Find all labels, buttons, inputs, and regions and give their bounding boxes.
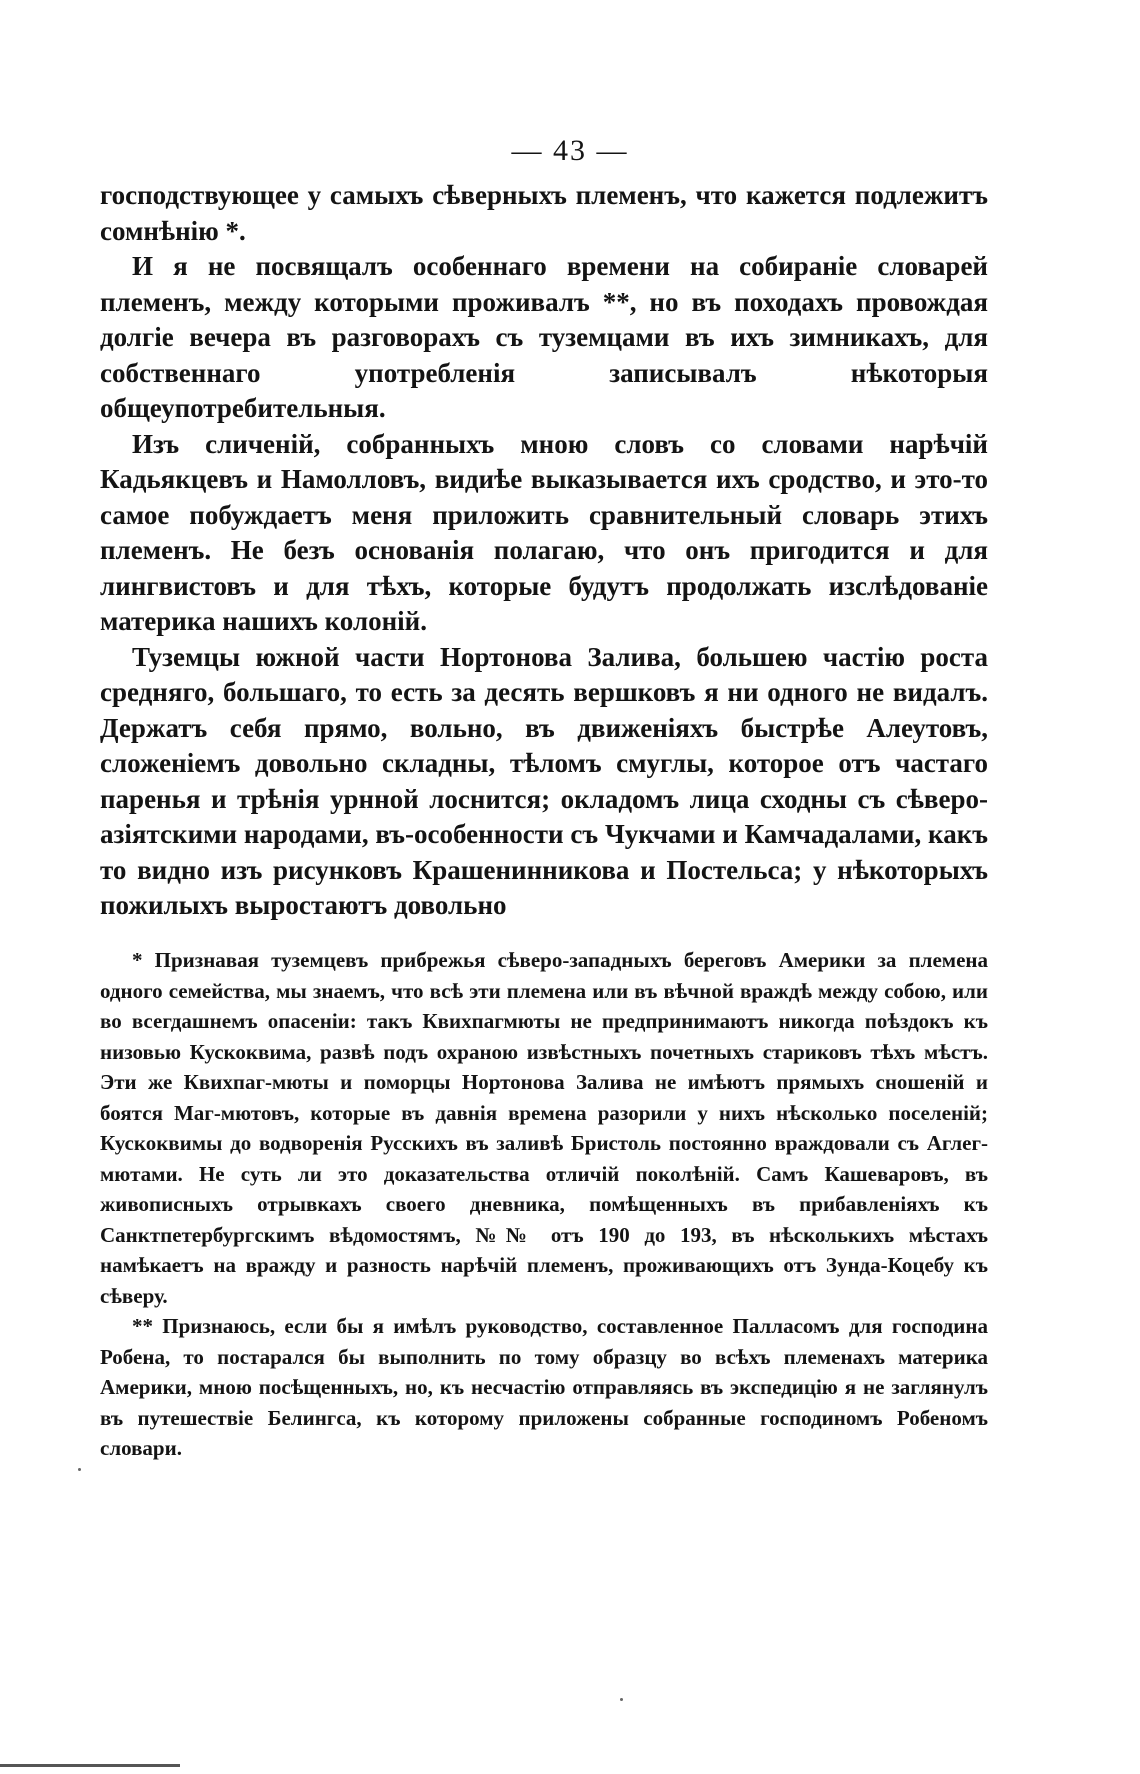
- print-speck: [620, 1698, 623, 1701]
- footnote: * Признавая туземцевъ прибрежья сѣверо-западныхъ береговъ Америки за племена одного семейства, мы знаемъ, что всѣ эти племена или въ вѣчной враждѣ между собою, или во всегдашнемъ опасеніи: такъ Квихпагмюты не предпринимаютъ никогда поѣздокъ къ низовью Кускоквима, развѣ подъ охраною извѣстныхъ почетныхъ стариковъ тѣхъ мѣстъ. Эти же Квихпаг-мюты и поморцы Нортонова Залива не имѣютъ прямыхъ сношеній и боятся Маг-мютовъ, которые въ давнія времена разорили у нихъ нѣсколько поселеній; Кускоквимы до водворенія Русскихъ въ заливѣ Бристоль постоянно враждовали съ Аглег-мютами. Не суть ли это доказательства отличій поколѣній. Самъ Кашеваровъ, въ живописныхъ отрывкахъ своего дневника, помѣщенныхъ въ прибавленіяхъ къ Санктпетербургскимъ вѣдомостямъ, №№ отъ 190 до 193, въ нѣсколькихъ мѣстахъ намѣкаетъ на вражду и разность нарѣчій племенъ, проживающихъ отъ Зунда-Коцебу къ сѣверу.: [100, 948, 988, 1308]
- main-paragraph: Изъ сличеній, собранныхъ мною словъ со словами нарѣчій Кадьякцевъ и Намолловъ, видиѣе выказывается ихъ сродство, и это-то самое побуждаетъ меня приложить сравнительный словарь этихъ племенъ. Не безъ основанія полагаю, что онъ пригодится и для лингвистовъ и для тѣхъ, которые будутъ продолжать изслѣдованіе материка нашихъ колоній.: [100, 428, 988, 636]
- page-number: — 43 —: [511, 134, 629, 167]
- main-text: [100, 178, 988, 924]
- main-paragraph: И я не посвящалъ особеннаго времени на собираніе словарей племенъ, между которыми проживалъ **, но въ походахъ провождая долгіе вечера въ разговорахъ съ туземцами въ ихъ зимникахъ, для собственнаго употребленія записывалъ нѣкоторыя общеупотребительныя.: [100, 251, 988, 423]
- scan-edge-mark: [0, 1764, 180, 1767]
- main-paragraph: господствующее у самыхъ сѣверныхъ племенъ, что кажется подлежитъ сомнѣнію *.: [100, 180, 988, 246]
- footnote: ** Признаюсь, если бы я имѣлъ руководство, составленное Палласомъ для господина Робена, то постарался бы выполнить по тому образцу во всѣхъ племенахъ материка Америки, мною посѣщенныхъ, но, къ несчастію отправляясь въ экспедицію я не заглянулъ въ путешествіе Белингса, къ которому приложены собранные господиномъ Робеномъ словари.: [100, 1314, 988, 1460]
- footnotes: [100, 945, 988, 1464]
- print-speck: [78, 1468, 81, 1471]
- main-paragraph: Туземцы южной части Нортонова Залива, большею частію роста средняго, большаго, то есть за десять вершковъ я ни одного не видалъ. Держатъ себя прямо, вольно, въ движеніяхъ быстрѣе Алеутовъ, сложеніемъ довольно складны, тѣломъ смуглы, которое отъ частаго паренья и трѣнія урнной лоснится; окладомъ лица сходны съ сѣверо-азіятскими народами, въ-особенности съ Чукчами и Камчадалами, какъ то видно изъ рисунковъ Крашенинникова и Постельса; у нѣкоторыхъ пожилыхъ выростаютъ довольно: [100, 641, 988, 920]
